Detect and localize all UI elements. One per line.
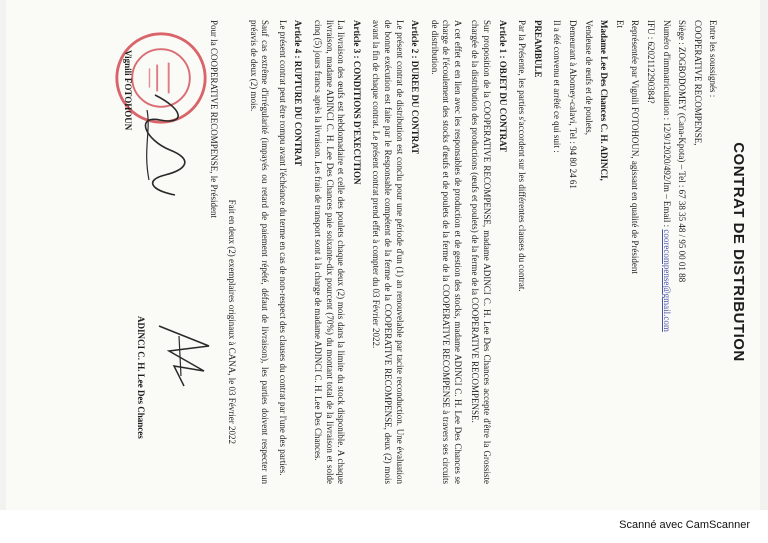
- article3-heading: Article 3 : CONDITIONS D'EXECUTION: [351, 20, 362, 185]
- intro-line: Représentée par Vignili FOTOHOUN, agissant en qualité de Président: [630, 20, 641, 274]
- left-signatory-name: Vignili FOTOHOUN: [123, 50, 134, 131]
- email-link[interactable]: coorecompense@gmail.com: [661, 229, 672, 332]
- preambule-heading: PREAMBULE: [532, 20, 543, 78]
- intro-line: Et: [614, 20, 625, 28]
- article3-paragraph: La livraison des œufs est hebdomadaire et celle des poulets chaque deux (2) mois dans la limite du stock disponible. A chaque livraison, madame ADINCI C. H. Lee Des Chances paie soixante-dix pourcent (70%) du montant total de la livraison et solde cinq (5) jours francs après la livraison. Les frais de transport sont à la charge de madame ADINCI C. H. Lee Des Chances.: [312, 20, 347, 484]
- signature-left: [123, 20, 220, 230]
- intro-line: IFU : 6202112290384?: [646, 20, 657, 104]
- intro-line: Siège : ZOGBODOMEY (Cana-Kpota) – Tel : 67 38 35 48 / 95 00 01 88: [677, 20, 688, 283]
- intro-line: Entre les soussignés :: [708, 20, 719, 98]
- preambule-text: Par la Présente, les parties s'accordent sur les différentes clauses du contrat.: [517, 20, 528, 292]
- registration-text: Numéro d'immatriculation : 12/9/12020/492/Im – Email :: [661, 20, 672, 228]
- document-page: [6, 0, 760, 510]
- closing-line: Fait en deux (2) exemplaires originaux à CANA, le 03 Février 2022: [227, 199, 237, 444]
- article1-paragraph: A cet effet et en lien avec les responsables de production et de gestion des stocks, madame ADINCI C. H. Lee Des Chances se charge de l'écoulement des stocks d'œufs et de poulets de la ferme de la COOPERATIVE RECOMPENSE à travers ses circuits de distribution.: [429, 20, 463, 484]
- distributor-signature-icon: [149, 316, 219, 396]
- left-signature-caption: Pour la COOPERATIVE RECOMPENSE, le Président: [209, 20, 220, 218]
- article2-paragraph: Le présent contrat de distribution est conclu pour une période d'un (1) an renouvelable par tacite reconduction. Une évaluation de bonne exécution est faite par le Responsable compétent de la ferme de la COOPERATIVE RECOMPENSE, deux (2) mois avant la fin de chaque contrat. Le présent contrat prend effet à compter du 03 Février 2022.: [371, 20, 405, 484]
- right-signatory-name: ADINCI C. H. Lee Des Chances: [135, 316, 146, 439]
- article1-heading: Article 1 : OBJET DU CONTRAT: [497, 20, 508, 152]
- signature-section: [109, 20, 219, 484]
- intro-line: Il a été convenu et arrêté ce qui suit :: [552, 20, 563, 153]
- rotated-content: [18, 2, 758, 502]
- document-title: CONTRAT DE DISTRIBUTION: [730, 142, 747, 362]
- article1-paragraph: Sur proposition de la COOPERATIVE RECOMPENSE, madame ADINCI C. H. Lee Des Chances accepte d'être la Grossiste chargée de la distribution des productions (œufs et poulets) de la ferme de la COOPERATIVE RECOMPENSE.: [470, 20, 493, 484]
- intro-line: Demeurant à Abomey-calavi, Tel : 94 80 24 61: [568, 20, 579, 189]
- president-signature-icon: [135, 90, 195, 200]
- intro-line: Vendeuse de œufs et de poulets,: [583, 20, 594, 135]
- signature-right: [134, 316, 219, 476]
- article2-heading: Article 2 : DUREE DU CONTRAT: [410, 20, 421, 155]
- article4-heading: Article 4 : RUPTURE DU CONTRAT: [293, 20, 304, 167]
- intro-line: COOPERATIVE RECOMPENSE,: [692, 20, 703, 146]
- article4-paragraph: Sauf cas extrême d'irrégularité (impayés ou retard de paiement répété, défaut de livraison), les parties doivent respecter un préavis de deux (2) mois.: [248, 20, 271, 484]
- intro-line: Madame Lee Des Chances C. H. ADINCI,: [599, 20, 610, 181]
- intro-line: [660, 20, 672, 484]
- scanner-watermark: Scanné avec CamScanner: [619, 519, 750, 531]
- article4-paragraph: Le présent contrat peut être rompu avant l'échéance du terme en cas de non-respect des clauses du contrat par l'une des parties.: [277, 20, 288, 476]
